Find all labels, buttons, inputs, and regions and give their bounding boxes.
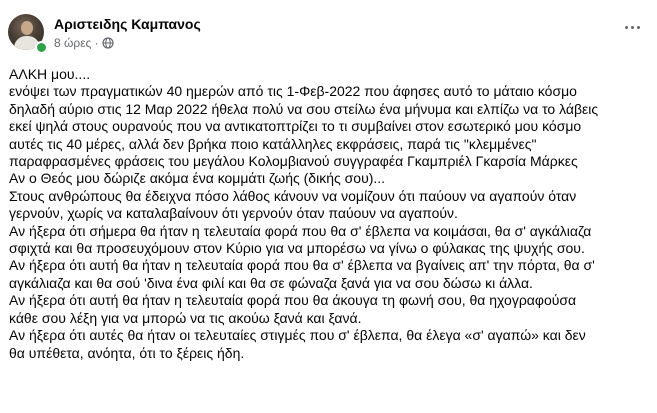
- post-body: [9, 66, 649, 362]
- post-line: κάθε σου λέξη για να μπορώ να τις ακούω ξανά και ξανά.: [9, 309, 362, 326]
- more-dot: [631, 26, 634, 29]
- post-line: Αν ήξερα ότι σήμερα θα ήταν η τελευταία φορά που θα σ' έβλεπα να κοιμάσαι, θα σ' αγκάλιαζα: [9, 222, 592, 239]
- post-line: Αν ήξερα ότι αυτές θα ήταν οι τελευταίες στιγμές που σ' έβλεπα, θα έλεγα «σ' αγαπώ» και δεν: [9, 327, 586, 344]
- post-line: ενόψει των πραγματικών 40 ημερών από τις 1-Φεβ-2022 που άφησες αυτό το μάταιο κόσμο: [9, 83, 577, 100]
- post-line: εκεί ψηλά στους ουρανούς που να αντικατοπτρίζει το τι συμβαίνει στον εσωτερικό μου κόσμο: [9, 118, 582, 135]
- post-line: Αν ήξερα ότι αυτή θα ήταν η τελευταία φορά που θα σ' έβλεπα να βγαίνεις απ' την πόρτα, θα σ': [9, 257, 595, 274]
- post-line: θα υπέθετα, ανόητα, ότι το ξέρεις ήδη.: [9, 344, 245, 361]
- post-meta: [54, 36, 114, 50]
- post-line: δηλαδή αύριο στις 12 Μαρ 2022 ήθελα πολύ να σου στείλω ένα μήνυμα και ελπίζω να το λάβεις: [9, 100, 599, 117]
- post-line: παραφρασμένες φράσεις του μεγάλου Κολομβιανού συγγραφέα Γκαμπριέλ Γκαρσία Μάρκες: [9, 153, 578, 170]
- post-line: αγκάλιαζα και θα σού 'δινα ένα φιλί και θα σε φώναζα ξανά για να σου δώσω κι άλλα.: [9, 274, 533, 291]
- post-line: Αν ήξερα ότι αυτή θα ήταν η τελευταία φορά που θα άκουγα τη φωνή σου, θα ηχογραφούσα: [9, 292, 577, 309]
- more-dot: [637, 26, 640, 29]
- avatar-face: [21, 21, 33, 35]
- post-line: σφιχτά και θα προσευχόμουν στον Κύριο για να μπορέσω να γίνω ο φύλακας της ψυχής σου.: [9, 240, 585, 257]
- post-line: γερνούν, χωρίς να καταλαβαίνουν ότι γερνούν όταν παύουν να αγαπούν.: [9, 205, 458, 222]
- post-line: ΑΛΚΗ μου....: [9, 66, 91, 82]
- author-name[interactable]: Αριστειδης Καμπανος: [54, 16, 201, 32]
- online-status-indicator: [35, 41, 48, 54]
- post-line: αυτές τις 40 μέρες, αλλά δεν βρήκα ποιο κατάλληλες εκφράσεις, παρά τις "κλεμμένες": [9, 135, 537, 152]
- globe-icon[interactable]: [102, 37, 114, 49]
- more-options-icon[interactable]: [620, 18, 644, 36]
- post-line: Αν ο Θεός μου δώριζε ακόμα ένα κομμάτι ζωής (δικής σου)...: [9, 170, 386, 187]
- post-header: [8, 14, 648, 58]
- post-line: Στους ανθρώπους θα έδειχνα πόσο λάθος κάνουν να νομίζουν ότι παύουν να αγαπούν όταν: [9, 187, 577, 204]
- post-timestamp[interactable]: 8 ώρες ·: [54, 36, 99, 50]
- more-dot: [625, 26, 628, 29]
